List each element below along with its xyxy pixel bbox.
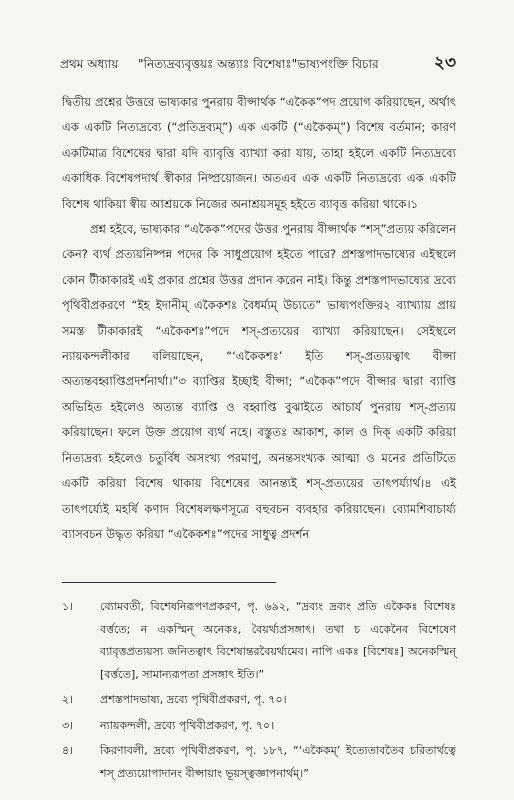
footnote-text: প্রশস্তপাদভাষ্য, দ্রব্যে পৃথিবীপ্রকরণ, পৃ. ৭০। (100, 693, 287, 706)
footnote-text: ব্যোমবতী, বিশেষনিরূপণপ্রকরণ, পৃ. ৬৯২, “দ্রব্যং দ্রব্যং প্রতি একৈকঃ বিশেষঃ বর্ত্ততে; ন একস্মিন্ অনেকঃ, বৈয়র্থ্যপ্রসঙ্গাৎ। তথা চ একেনৈব বিশেষেণ ব্যাবৃত্তপ্রত্যয়স্য জনিতত্বাৎ বিশেষান্তরবৈয়র্থ্যমেব। নাপি একঃ [বিশেষঃ] অনেকস্মিন্ [বর্ত্ততে], সামান্যরূপতা প্রসঙ্গাৎ ইতি।” (100, 600, 456, 681)
footnote-divider (62, 582, 276, 583)
chapter-label: প্রথম অধ্যায় (60, 57, 119, 71)
paragraph: দ্বিতীয় প্রশ্নের উত্তরে ভাষ্যকার পুনরায় বীপ্সার্থক “একৈক”পদ প্রয়োগ করিয়াছেন, অর্থাৎ এক একটি নিত্যদ্রব্যে (“প্রতিদ্রব্যম্”) এক একটি (“একৈকম্”) বিশেষ বর্তমান; কারণ একটিমাত্র বিশেষের দ্বারা যদি ব্যাবৃত্তি ব্যাখ্যা করা যায়, তাহা হইলে একটি নিত্যদ্রব্যে একাধিক বিশেষপদার্থ স্বীকার নিষ্প্রয়োজন। অতএব এক একটি নিত্যদ্রব্যে এক একটি বিশেষ থাকিয়া স্বীয় আশ্রয়কে নিজের অনাশ্রয়সমূহ হইতে ব্যাবৃত্ত করিয়া থাকে।১ (62, 95, 456, 211)
footnote-number: ৩। (62, 718, 74, 732)
footnote (62, 596, 456, 686)
footnote (62, 689, 456, 712)
running-title: "নিত্যদ্রব্যবৃত্তয়ঃ অন্ত্যাঃ বিশেষাঃ"ভাষ্যপংক্তি বিচার (138, 57, 379, 71)
footnote-number: ৪। (62, 744, 74, 757)
paragraph: প্রশ্ন হইবে, ভাষ্যকার “একৈক”পদের উত্তর পুনরায় বীপ্সার্থক “শস্”প্রত্যয় করিলেন কেন? ব্যর্থ প্রত্যয়নিষ্পন্ন পদের কি সাধুপ্রয়োগ হইতে পারে? প্রশস্তপাদভাষ্যের এইস্থলে কোন টীকাকারই এই প্রকার প্রশ্নের উত্তর প্রদান করেন নাই। কিন্তু প্রশস্তপাদভাষ্যের দ্রব্যে পৃথিবীপ্রকরণে “ইহ ইদানীম্ একৈকশঃ বৈধর্ম্যম্ উচ্যতে” ভাষ্যপংক্তির২ ব্যাখ্যায় প্রায় সমস্ত টীকাকারই “একৈকশঃ”পদে শস্-প্রত্যয়ের ব্যাখ্যা করিয়াছেন। সেইস্থলে ন্যায়কন্দলীকার বলিয়াছেন, “‘একৈকশঃ’ ইতি শস্-প্রত্যয়ত্বাৎ বীপ্সা অত্যন্তবহ্বাপ্তিপ্রদর্শনার্থা।”৩ ব্যাপ্তির ইচ্ছাই বীপ্সা; “একৈক”পদে বীপ্সার দ্বারা ব্যাপ্তি অভিহিত হইলেও অত্যন্ত ব্যাপ্তি ও বহ্বাপ্তি বুঝাইতে আচার্য পুনরায় শস্-প্রত্যয় করিয়াছেন। ফলে উক্ত প্রয়োগ ব্যর্থ নহে। বস্তুতঃ আকাশ, কাল ও দিক্ একটি করিয়া নিত্যদ্রব্য হইলেও চতুর্বিধ অসংখ্য পরমাণু, অনন্তসংখ্যক আত্মা ও মনের প্রতিটিতে একটি করিয়া বিশেষ থাকায় বিশেষের আনন্ত্যই শস্-প্রত্যয়ের তাৎপর্য্যার্থ।৪ এই তাৎপর্য্যেই মহর্ষি কণাদ বিশেষলক্ষণসূত্রে বহুবচন ব্যবহার করিয়াছেন। ব্যোমশিবাচার্য্য ব্যাসবচন উদ্ধৃত করিয়া “একৈকশঃ”পদের সাধুত্ব প্রদর্শন (62, 222, 456, 541)
footnote-number: ২। (62, 693, 74, 706)
footnote (62, 715, 456, 738)
footnotes (62, 596, 456, 788)
main-text (62, 90, 456, 547)
footnote-text: কিরণাবলী, দ্রব্যে পৃথিবীপ্রকরণ, পৃ. ১৮৭, “‘একৈকম্’ ইত্যেতাবতৈব চরিতার্থত্বে শস্ প্রত্যয়োপাদানং বীপ্সায়াং ভূয়স্ত্বজ্ঞাপনার্থম্।” (100, 744, 456, 780)
footnote (62, 740, 456, 785)
footnote-text: ন্যায়কন্দলী, দ্রব্যে পৃথিবীপ্রকরণ, পৃ. ৭০। (100, 718, 275, 732)
footnote-number: ১। (62, 600, 74, 613)
page-number: ২৩ (433, 53, 456, 73)
page-header (60, 50, 456, 72)
